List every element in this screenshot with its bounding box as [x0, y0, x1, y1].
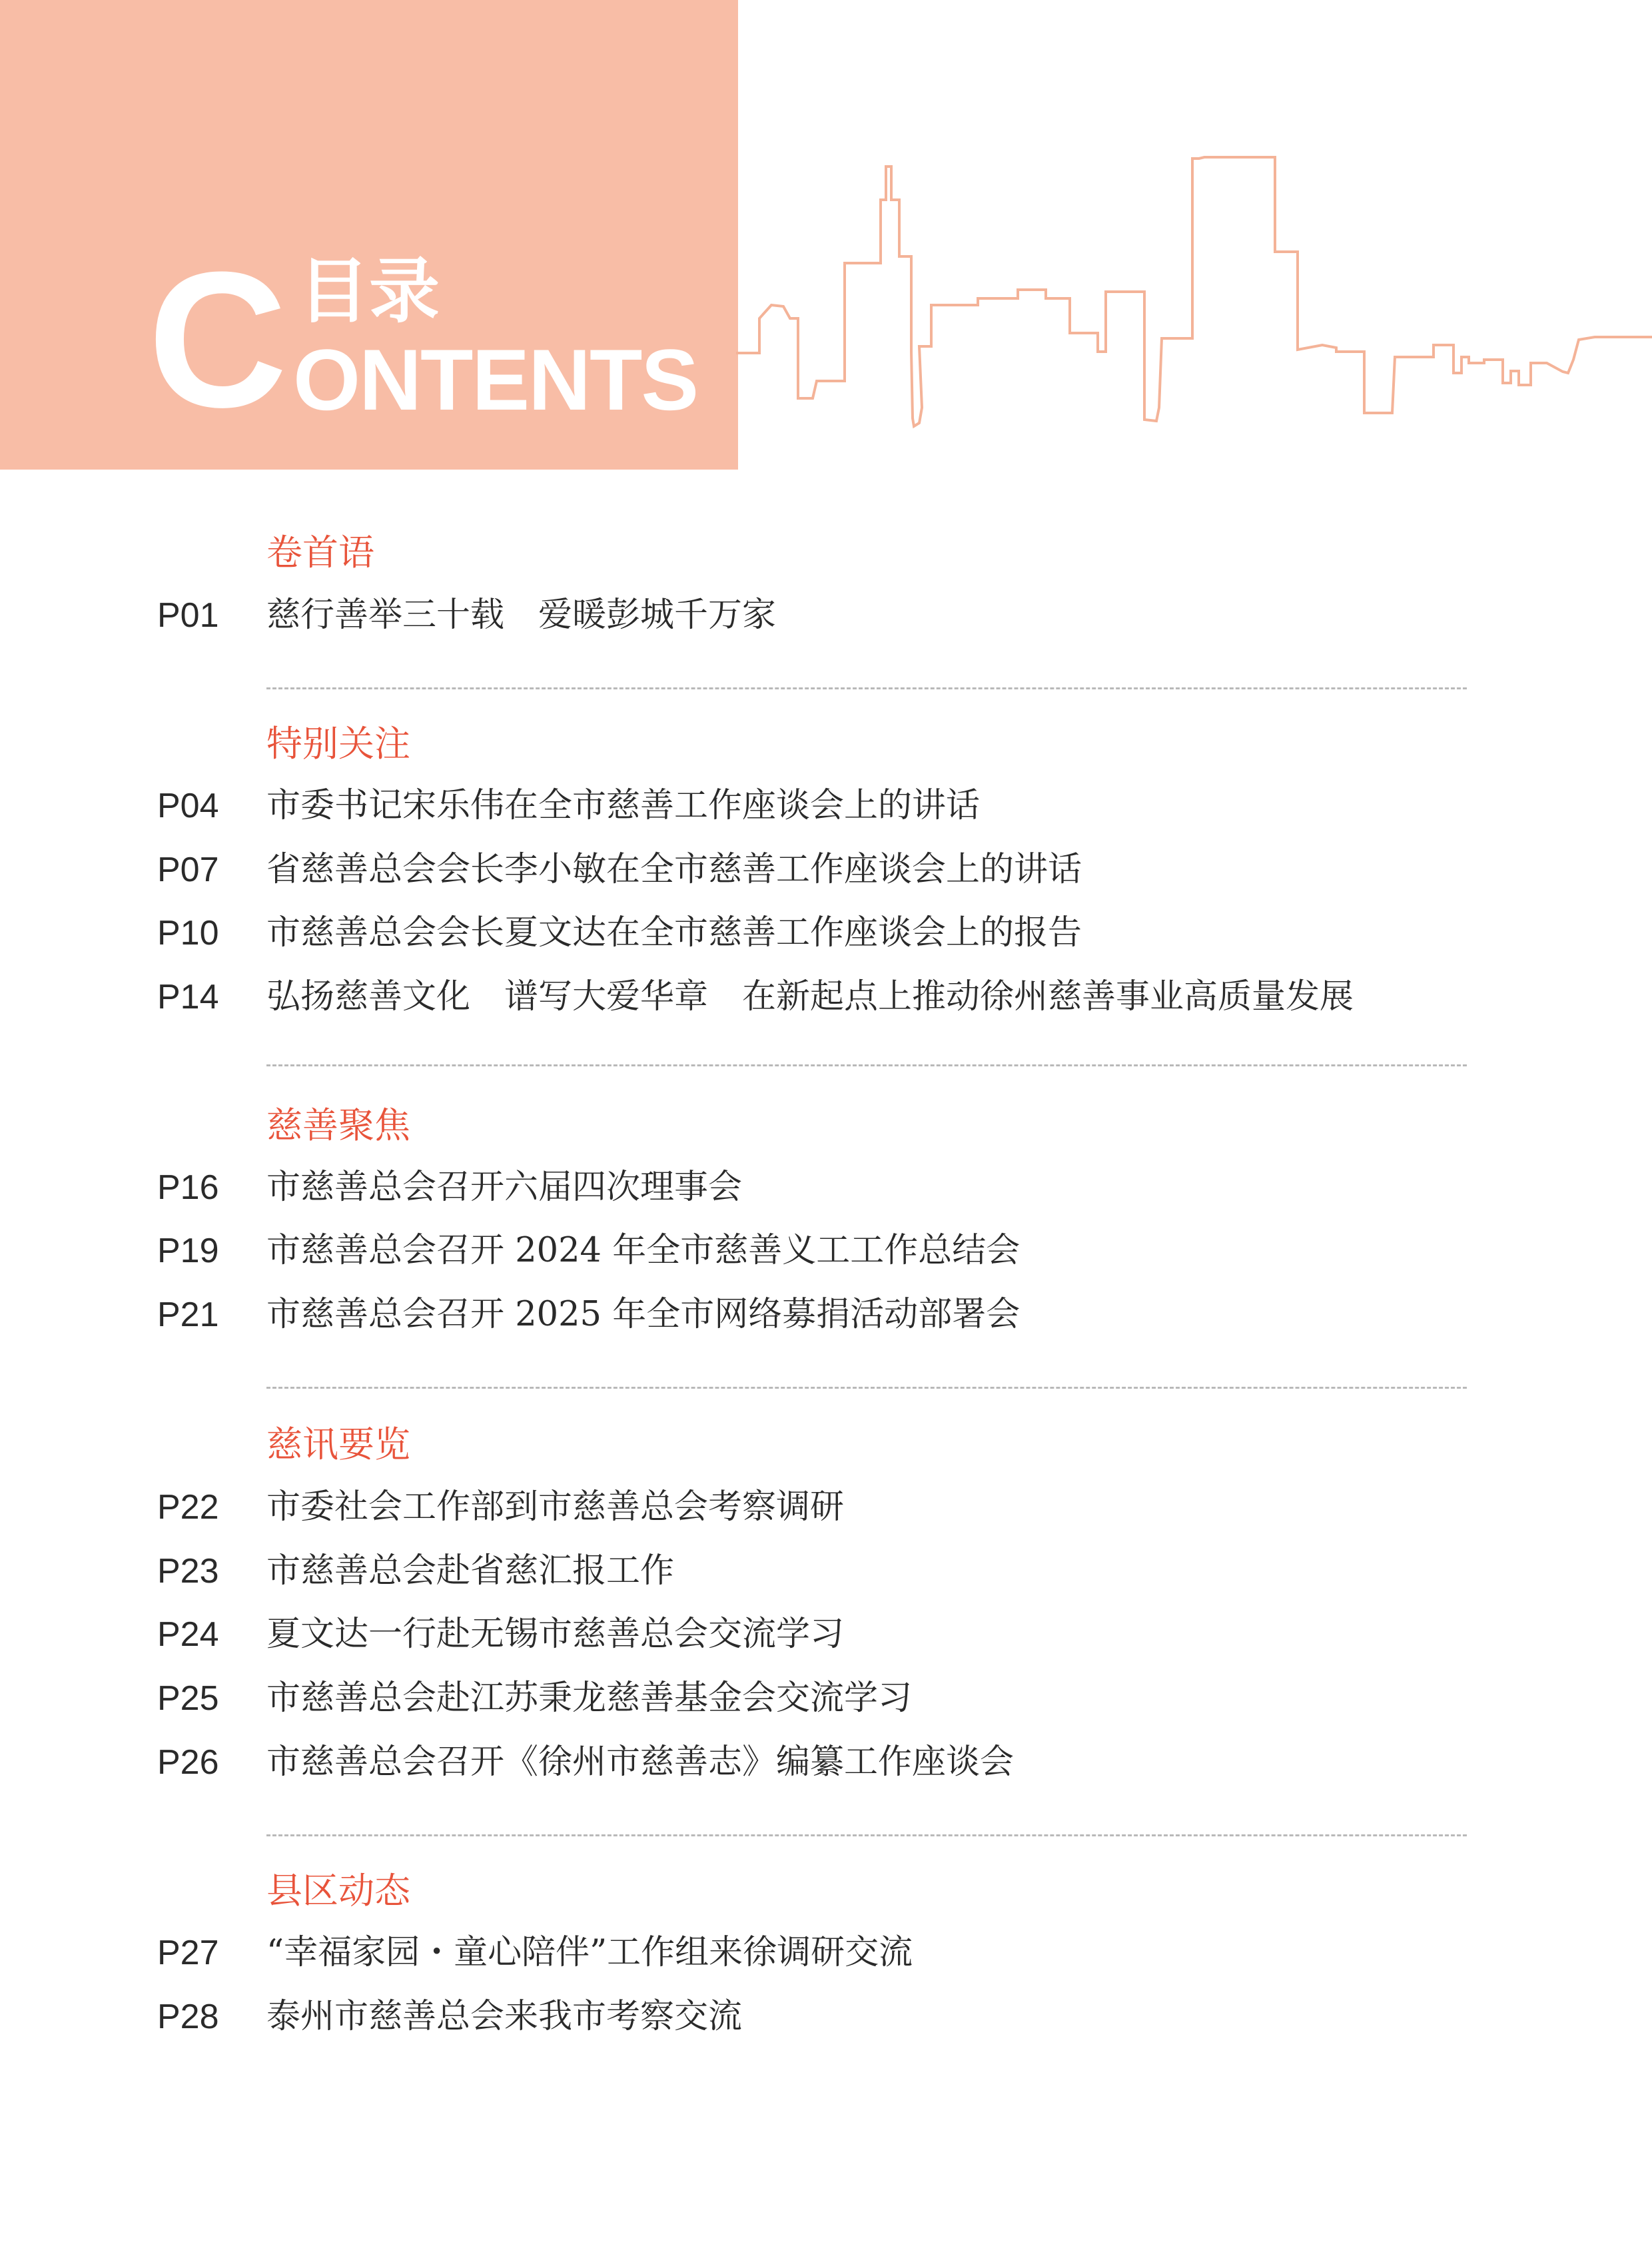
toc-entry[interactable] [157, 1681, 1489, 1724]
skyline-outline [736, 157, 1652, 426]
entry-title: 市慈善总会召开 2024 年全市慈善义工工作总结会 [266, 1231, 1021, 1270]
page-number: P26 [157, 1743, 219, 1782]
page-number: P25 [157, 1679, 219, 1718]
toc-entry[interactable] [157, 1933, 1489, 1978]
entry-title: 市慈善总会赴省慈汇报工作 [266, 1551, 675, 1591]
entry-title: 弘扬慈善文化 谱写大爱华章 在新起点上推动徐州慈善事业高质量发展 [266, 977, 1354, 1016]
page-number: P10 [157, 914, 219, 952]
toc-entry[interactable] [157, 1231, 1489, 1276]
entry-title: 慈行善举三十载 爱暖彭城千万家 [266, 595, 777, 635]
entry-title: 市委书记宋乐伟在全市慈善工作座谈会上的讲话 [266, 786, 981, 825]
entry-title: 市慈善总会会长夏文达在全市慈善工作座谈会上的报告 [266, 913, 1082, 952]
page-number: P16 [157, 1168, 219, 1207]
entry-title: 省慈善总会会长李小敏在全市慈善工作座谈会上的讲话 [266, 850, 1082, 889]
toc-entry[interactable] [157, 1170, 1489, 1213]
toc-entry[interactable] [157, 913, 1489, 958]
toc-entry[interactable] [157, 1617, 1489, 1660]
toc-entry[interactable] [157, 1551, 1489, 1597]
toc-entry[interactable] [157, 977, 1489, 1022]
entry-title: 市慈善总会召开《徐州市慈善志》编纂工作座谈会 [266, 1742, 1015, 1782]
page-number: P14 [157, 978, 219, 1016]
entry-title: 市慈善总会召开 2025 年全市网络募捐活动部署会 [266, 1295, 1021, 1334]
toc-entry[interactable] [157, 1997, 1489, 2042]
page-number: P07 [157, 851, 219, 889]
entry-title: 市委社会工作部到市慈善总会考察调研 [266, 1487, 845, 1527]
contents-chinese-title: 目录 [298, 250, 440, 332]
page-number: P19 [157, 1232, 219, 1270]
page-number: P23 [157, 1552, 219, 1591]
page-number: P04 [157, 787, 219, 825]
section-divider [266, 687, 1467, 689]
section-title-xianqudongtai: 县区动态 [266, 1870, 410, 1912]
entry-title: 夏文达一行赴无锡市慈善总会交流学习 [266, 1615, 845, 1654]
toc-entry[interactable] [157, 786, 1489, 831]
section-title-cishanjujiao: 慈善聚焦 [266, 1104, 410, 1146]
page-number: P21 [157, 1296, 219, 1334]
entry-title: 市慈善总会赴江苏秉龙慈善基金会交流学习 [266, 1679, 913, 1718]
toc-entry[interactable] [157, 850, 1489, 895]
toc-entry[interactable] [157, 1742, 1489, 1788]
city-skyline-illustration [0, 0, 1652, 466]
contents-english-title: ONTENTS [293, 331, 698, 428]
section-divider [266, 1834, 1467, 1836]
entry-title: 市慈善总会召开六届四次理事会 [266, 1168, 743, 1207]
section-title-tebieguanzhu: 特别关注 [266, 723, 410, 765]
toc-entry[interactable] [157, 595, 1489, 641]
contents-big-letter: C [148, 232, 284, 448]
section-divider [266, 1387, 1467, 1389]
section-divider [266, 1064, 1467, 1066]
entry-title: “幸福家园・童心陪伴”工作组来徐调研交流 [266, 1933, 913, 1972]
entry-title: 泰州市慈善总会来我市考察交流 [266, 1997, 743, 2036]
page-number: P28 [157, 1998, 219, 2036]
page-number: P22 [157, 1488, 219, 1527]
page-number: P01 [157, 596, 219, 635]
section-title-juanshouyu: 卷首语 [266, 532, 374, 573]
page-number: P27 [157, 1934, 219, 1972]
toc-entry[interactable] [157, 1487, 1489, 1533]
page-number: P24 [157, 1615, 219, 1654]
section-title-cixunyaolan: 慈讯要览 [266, 1423, 410, 1465]
toc-entry[interactable] [157, 1295, 1489, 1340]
